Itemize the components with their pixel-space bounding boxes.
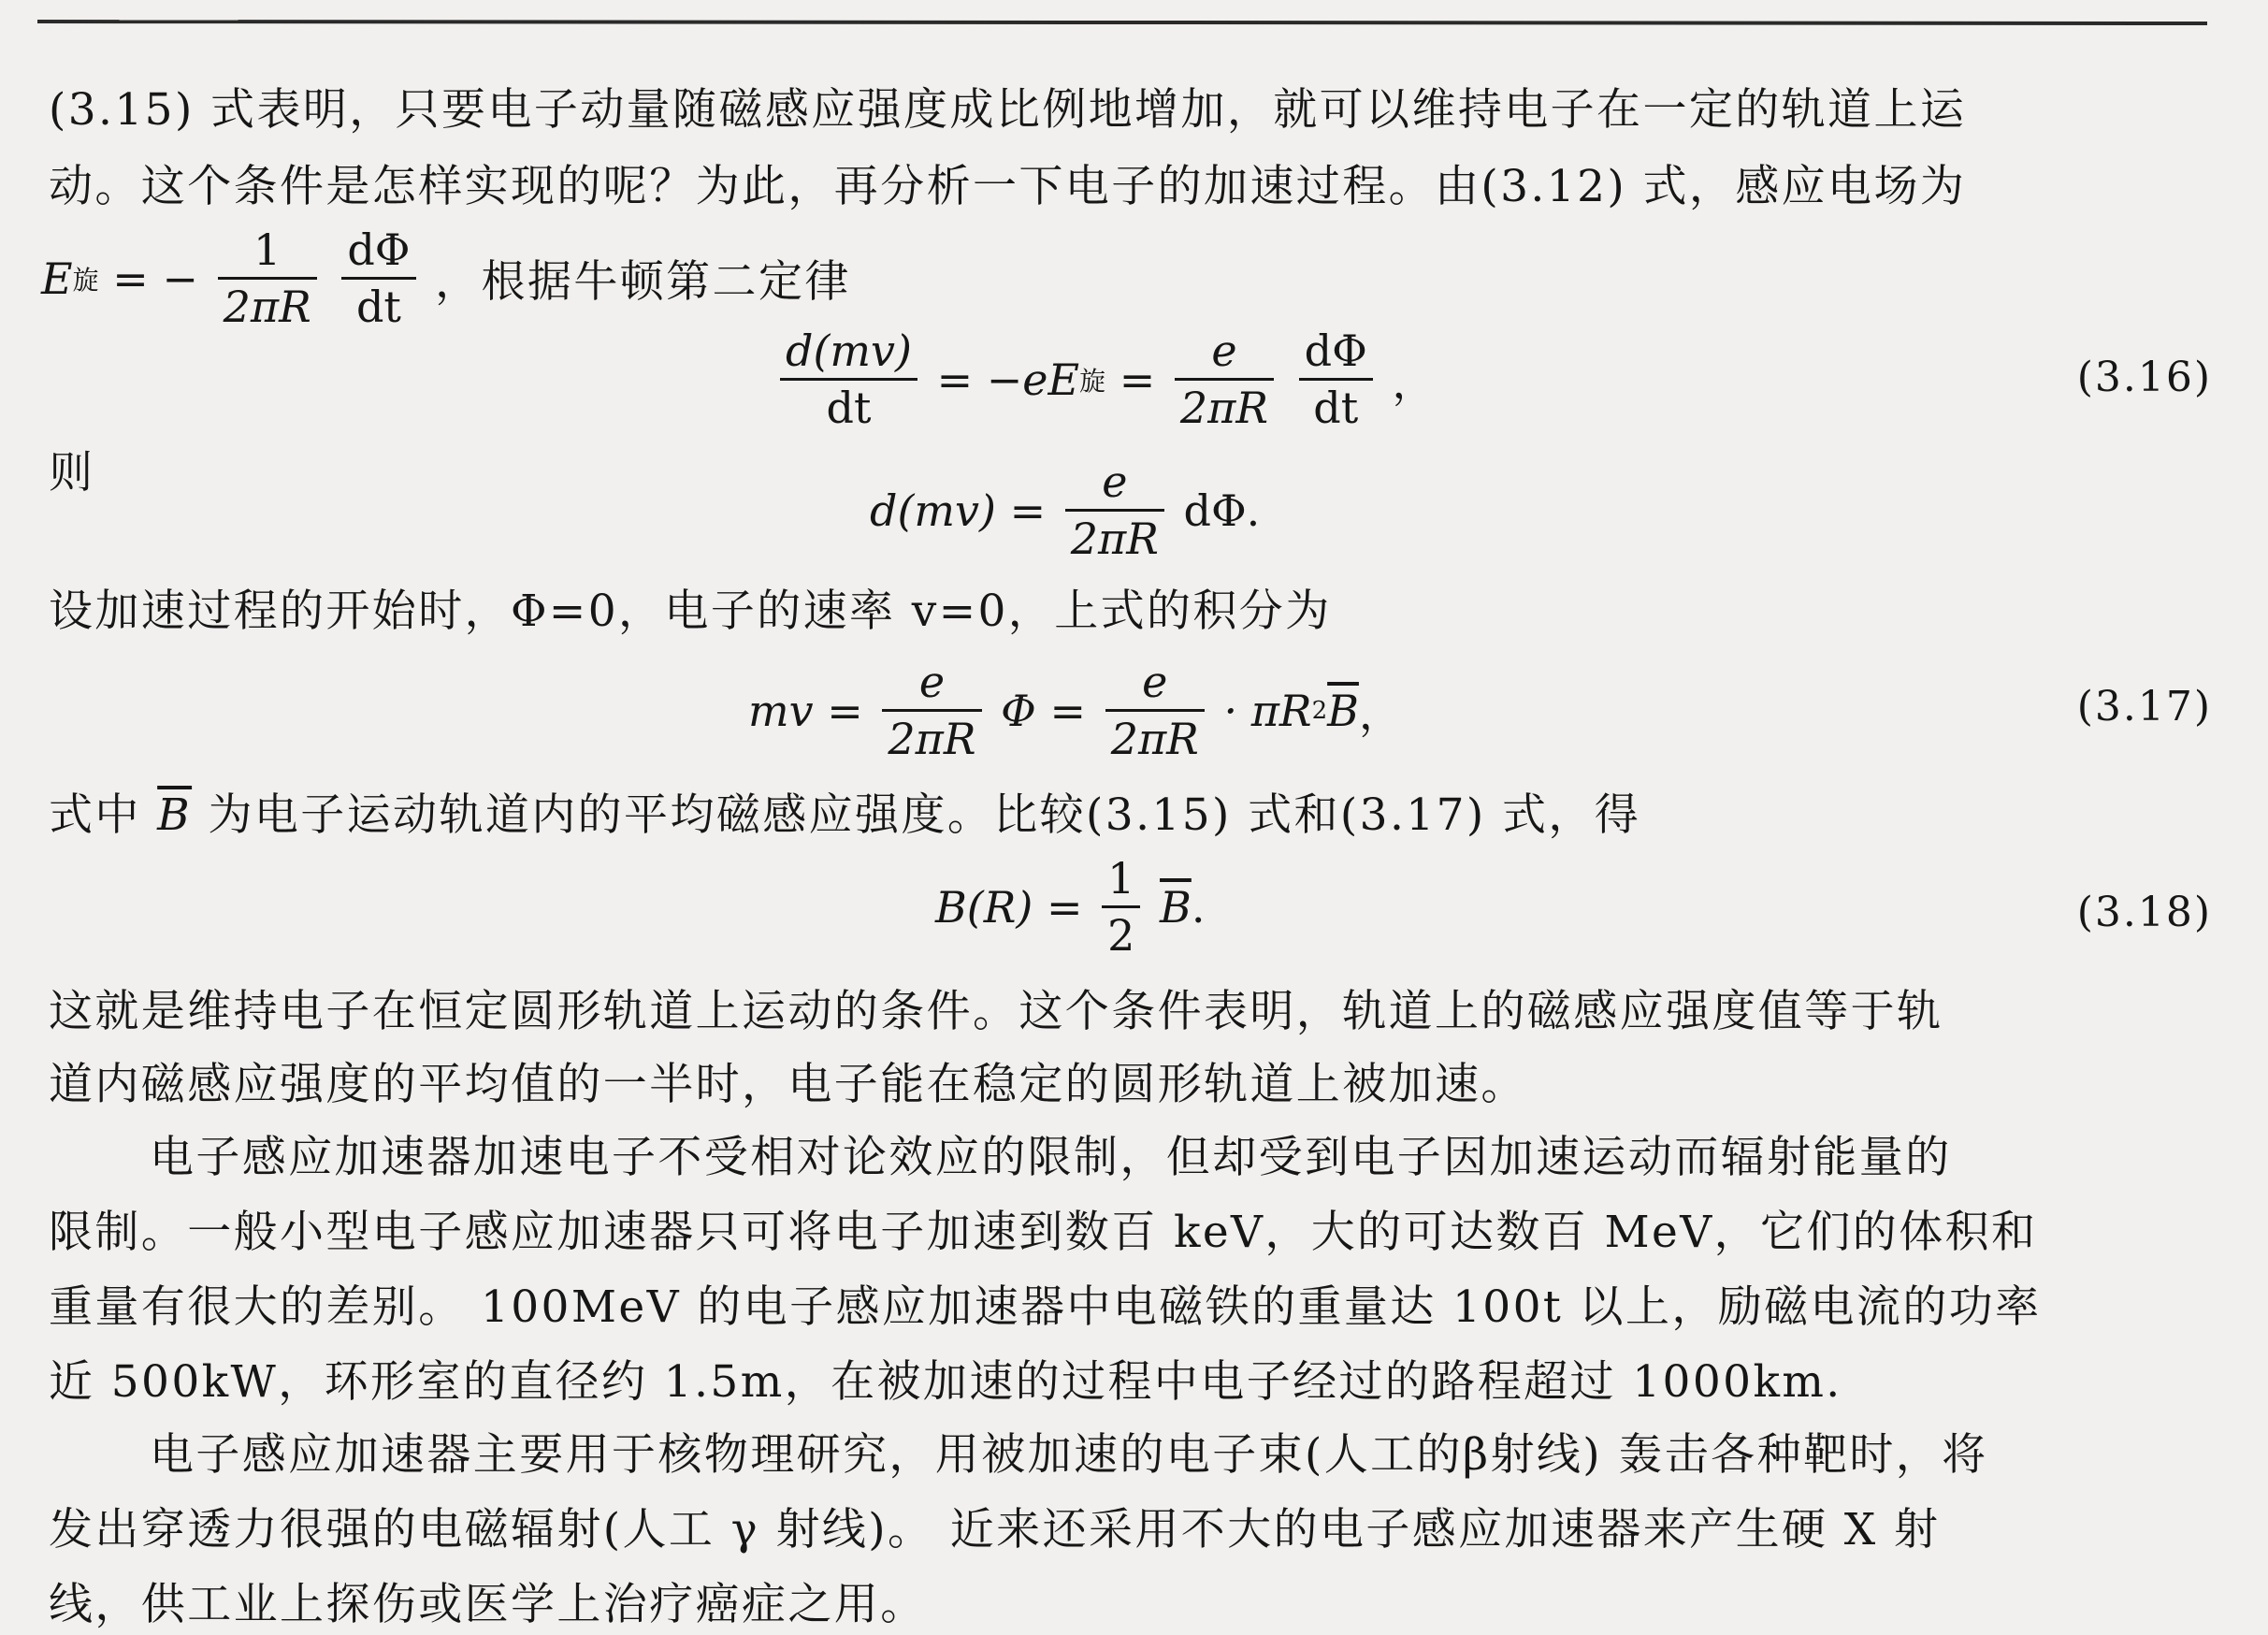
eq317-bbar: $\overline{B}$ <box>1327 685 1359 736</box>
eq318-bbar: $\overline{B}$ <box>1160 881 1192 933</box>
para1-line3-suffix: ，根据牛顿第二定律 <box>435 256 851 308</box>
eq316-eq: = <box>1119 354 1156 405</box>
eq316-tail: ， <box>1392 356 1436 408</box>
para4-line2: 发出穿透力很强的电磁辐射(人工 γ 射线)。 近来还采用不大的电子感应加速器来产生硬 X 射 <box>49 1504 1941 1555</box>
bbar-line <box>49 786 2209 846</box>
eq318-frac: $\frac{1}{2}$ <box>1102 851 1140 962</box>
inline-field-equation <box>41 223 851 334</box>
eq317-tail-a: · πR <box>1223 685 1312 736</box>
para3-line4: 近 500kW，环形室的直径约 1.5m，在被加速的过程中电子经过的路程超过 1000km. <box>49 1356 1842 1408</box>
equation-dmv <box>870 455 1260 566</box>
eq316-frac-r1: $\frac{e}{2\pi R}$ <box>1175 324 1274 435</box>
para2-line2: 道内磁感应强度的平均值的一半时，电子能在稳定的圆形轨道上被加速。 <box>49 1059 1527 1110</box>
para4-line1: 电子感应加速器主要用于核物理研究，用被加速的电子束(人工的β射线) 轰击各种靶时，将 <box>150 1429 1988 1481</box>
para3-line3: 重量有很大的差别。 100MeV 的电子感应加速器中电磁铁的重量达 100t 以上，励磁电流的功率 <box>49 1281 2042 1333</box>
setup-line: 设加速过程的开始时，Φ=0，电子的速率 v=0，上式的积分为 <box>49 586 1332 637</box>
top-rule <box>37 20 2207 25</box>
eq317-frac2: $\frac{e}{2\pi R}$ <box>1105 655 1205 766</box>
equation-3-16 <box>774 324 1435 435</box>
para3-line1: 电子感应加速器加速电子不受相对论效应的限制，但却受到电子因加速运动而辐射能量的 <box>150 1132 1952 1183</box>
eq-inline-frac1: $\frac{1}{2\pi R}$ <box>218 223 317 334</box>
eq316-mid: = −eE <box>936 354 1080 405</box>
eq317-mid: Φ = <box>1001 685 1087 736</box>
ze-text: 则 <box>49 447 95 499</box>
equation-3-18 <box>935 851 1205 962</box>
para2-line1: 这就是维持电子在恒定圆形轨道上运动的条件。这个条件表明，轨道上的磁感应强度值等于轨 <box>49 986 1943 1037</box>
eqd-lhs: d(mv) = <box>870 485 1047 536</box>
eq318-lhs: B(R) = <box>935 881 1083 933</box>
equation-3-17 <box>748 655 1402 766</box>
eq-inline-sub: 旋 <box>72 264 99 296</box>
eq-number-3-18: (3.18) <box>2076 889 2212 936</box>
bbar-line-post: 为电子运动轨道内的平均磁感应强度。比较(3.15) 式和(3.17) 式，得 <box>208 789 1641 841</box>
eq-inline-frac2: $\frac{d\Phi}{dt}$ <box>341 223 415 334</box>
eqd-tail: dΦ. <box>1183 485 1261 536</box>
eq-number-3-16: (3.16) <box>2076 354 2212 401</box>
eq-inline-eq: = − <box>112 253 198 304</box>
bbar-symbol: $\overline{B}$ <box>157 789 193 841</box>
eqd-frac: $\frac{e}{2\pi R}$ <box>1065 455 1164 566</box>
eq316-frac-r2: $\frac{d\Phi}{dt}$ <box>1299 324 1373 435</box>
eq316-frac-left: $\frac{d(mv)}{dt}$ <box>780 324 917 435</box>
eq-number-3-17: (3.17) <box>2076 683 2212 731</box>
para4-line3: 线，供工业上探伤或医学上治疗癌症之用。 <box>49 1579 927 1630</box>
eq317-tail-b: ， <box>1358 687 1402 739</box>
eq317-sup: 2 <box>1311 696 1328 725</box>
eq318-tail: . <box>1191 881 1206 933</box>
eq-inline-lhs: E <box>41 253 73 304</box>
para1-line1: (3.15) 式表明，只要电子动量随磁感应强度成比例地增加，就可以维持电子在一定的轨道上运 <box>49 84 1967 136</box>
para1-line2: 动。这个条件是怎样实现的呢？为此，再分析一下电子的加速过程。由(3.12) 式，感应电场为 <box>49 161 1967 212</box>
eq317-frac1: $\frac{e}{2\pi R}$ <box>882 655 981 766</box>
bbar-line-pre: 式中 <box>49 789 141 841</box>
para3-line2: 限制。一般小型电子感应加速器只可将电子加速到数百 keV，大的可达数百 MeV，它们的体积和 <box>49 1207 2038 1258</box>
eq316-sub: 旋 <box>1079 365 1106 397</box>
eq317-lhs: mv = <box>748 685 863 736</box>
